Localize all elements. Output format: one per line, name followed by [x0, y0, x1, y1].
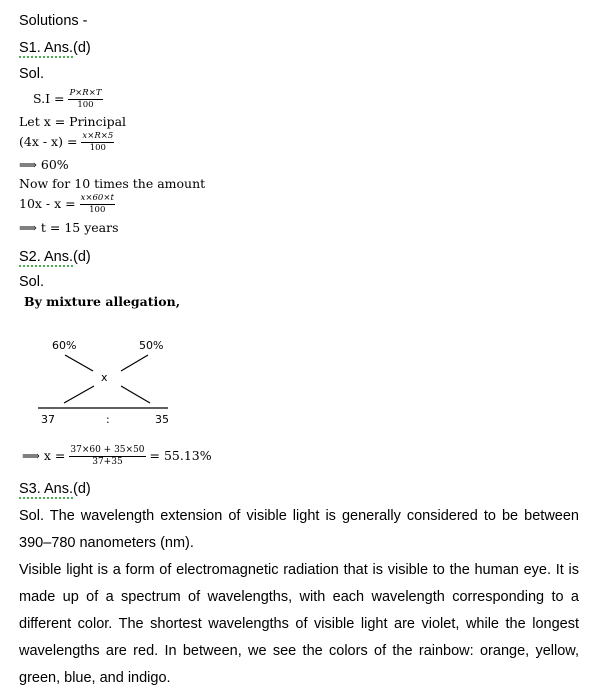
eq3-numerator: x×60×t [80, 193, 114, 203]
s1-answer: (d) [73, 40, 91, 56]
s1-let-line: Let x = Principal [19, 114, 127, 129]
allegation-right-top: 50% [139, 339, 164, 352]
allegation-line-top-left [65, 355, 93, 371]
s2-res-rhs: = 55.13% [145, 448, 212, 463]
allegation-line-bottom-right [121, 386, 150, 403]
allegation-line-bottom-left [64, 386, 94, 403]
s2-method-line: By mixture allegation, [24, 294, 181, 309]
s2-res-fraction [69, 445, 145, 468]
si-denominator: 100 [77, 100, 94, 110]
solutions-heading: Solutions - [19, 13, 88, 29]
s1-result-2: ⟹ t = 15 years [19, 220, 119, 235]
si-numerator: P×R×T [69, 88, 102, 98]
s2-sol-label: Sol. [19, 274, 44, 290]
allegation-line-top-right [121, 355, 148, 371]
allegation-colon: : [106, 413, 110, 426]
s1-now-line: Now for 10 times the amount [19, 176, 206, 191]
allegation-center: x [101, 371, 108, 384]
s3-answer: (d) [73, 481, 91, 497]
allegation-left-bottom: 37 [41, 413, 55, 426]
s3-label: S3. Ans. [19, 481, 74, 497]
eq2-numerator: x×R×5 [82, 131, 114, 141]
eq2-denominator: 100 [89, 143, 106, 153]
s2-res-numerator: 37×60 + 35×50 [70, 445, 145, 455]
allegation-left-top: 60% [52, 339, 77, 352]
s2-res-denominator: 37+35 [92, 457, 123, 467]
eq3-lhs: 10x - x = [19, 196, 80, 211]
s2-result [22, 445, 212, 468]
s2-label: S2. Ans. [19, 249, 74, 265]
s3-paragraph-2: Visible light is a form of electromagnetic radiation that is visible to the human eye. It is made up of a spectrum of wavelengths, with each wavelength corresponding to a different color. The shortest wavelengths of visible light are violet, while the longest wavelengths are red. In between, we see the colors of the rainbow: orange, yellow, green, blue, and indigo. [19, 562, 579, 686]
s1-sol-label: Sol. [19, 66, 44, 82]
s2-answer: (d) [73, 249, 91, 265]
eq2-lhs: (4x - x) = [19, 134, 82, 149]
s1-result-1: ⟹ 60% [19, 157, 69, 172]
s2-res-lhs: ⟹ x = [22, 448, 70, 463]
s3-paragraph-1: Sol. The wavelength extension of visible light is generally considered to be between 390–780 nanometers (nm). [19, 508, 579, 551]
eq3-denominator: 100 [89, 205, 106, 215]
s1-label: S1. Ans. [19, 40, 74, 56]
si-lhs: S.I = [33, 91, 69, 106]
s3-answer-line [19, 481, 91, 497]
allegation-right-bottom: 35 [155, 413, 169, 426]
